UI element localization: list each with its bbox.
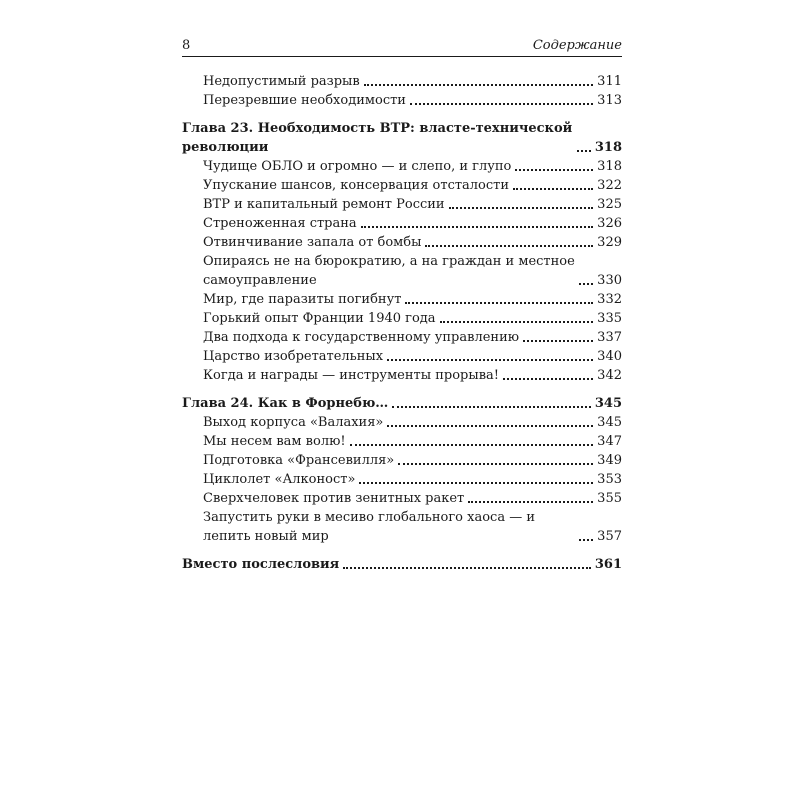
toc-entry-title: Горький опыт Франции 1940 года [203,311,436,326]
toc-entry[interactable] [182,432,622,451]
toc-entry[interactable] [182,328,622,347]
dot-leader [405,301,593,304]
book-page [182,36,622,574]
toc-entry-page: 337 [597,330,622,345]
toc-entry[interactable] [182,309,622,328]
toc-entry[interactable] [182,214,622,233]
dot-leader [350,443,594,446]
dot-leader [440,320,594,323]
toc-entry-title: Чудище ОБЛО и огромно — и слепо, и глупо [203,159,512,174]
toc-chapter-page: 318 [594,140,622,155]
toc-entry[interactable] [182,347,622,366]
dot-leader [523,339,593,342]
toc-entry[interactable] [182,72,622,91]
dot-leader [468,500,593,503]
toc-entry-title: Два подхода к государственному управлению [203,330,520,345]
toc-chapter-page: 345 [594,396,622,411]
dot-leader [503,377,593,380]
toc-chapter-24[interactable] [182,394,622,413]
toc-entry-title: Перезревшие необходимости [203,93,406,108]
toc-entry-title: Сверхчеловек против зенитных ракет [203,491,465,506]
dot-leader [343,566,591,569]
dot-leader [359,481,593,484]
table-of-contents [182,72,622,574]
toc-entry-page: 329 [597,235,622,250]
toc-entry-title: Стреноженная страна [203,216,357,231]
toc-entry-title: Мы несем вам волю! [203,434,346,449]
toc-entry-title: Циклолет «Алконост» [203,472,356,487]
toc-entry-page: 357 [597,529,622,544]
toc-entry[interactable] [182,413,622,432]
dot-leader [449,206,594,209]
toc-entry-page: 345 [597,415,622,430]
dot-leader [387,424,593,427]
toc-entry-page: 335 [597,311,622,326]
toc-entry-page: 342 [597,368,622,383]
toc-entry-page: 311 [597,74,622,89]
toc-entry-page: 355 [597,491,622,506]
toc-chapter-title: Глава 23. Необходимость ВТР: власте-технической революции [182,121,573,155]
running-head [182,36,622,57]
toc-entry-title: Выход корпуса «Валахия» [203,415,384,430]
toc-entry-title: Отвинчивание запала от бомбы [203,235,422,250]
dot-leader [577,149,591,152]
toc-entry-page: 349 [597,453,622,468]
dot-leader [579,282,593,285]
toc-entry-title: Мир, где паразиты погибнут [203,292,402,307]
dot-leader [398,462,593,465]
toc-entry-title: Запустить руки в месиво глобального хаоса — и лепить новый мир [203,510,536,544]
toc-entry-page: 332 [597,292,622,307]
dot-leader [579,538,593,541]
dot-leader [410,102,593,105]
dot-leader [387,358,593,361]
toc-entry-page: 326 [597,216,622,231]
toc-entry-title: Царство изобретательных [203,349,384,364]
toc-entry[interactable] [182,451,622,470]
dot-leader [361,225,594,228]
toc-entry[interactable] [182,195,622,214]
toc-entry-title: Когда и награды — инструменты прорыва! [203,368,499,383]
toc-entry-page: 330 [597,273,622,288]
toc-entry[interactable] [182,252,622,290]
dot-leader [515,168,593,171]
page-number: 8 [182,38,191,53]
toc-entry-title: Подготовка «Франсевилля» [203,453,395,468]
toc-entry-title: ВТР и капитальный ремонт России [203,197,445,212]
toc-chapter-title: Глава 24. Как в Форнебю… [182,396,389,411]
toc-entry[interactable] [182,366,622,385]
toc-entry[interactable] [182,157,622,176]
toc-entry-page: 318 [597,159,622,174]
toc-entry[interactable] [182,508,622,546]
toc-entry[interactable] [182,489,622,508]
toc-entry[interactable] [182,233,622,252]
toc-entry-page: 322 [597,178,622,193]
toc-chapter-23[interactable] [182,119,622,157]
toc-entry-title: Опираясь не на бюрократию, а на граждан и местное самоуправление [203,254,575,288]
toc-entry-page: 353 [597,472,622,487]
dot-leader [392,405,591,408]
toc-entry-page: 340 [597,349,622,364]
toc-entry[interactable] [182,91,622,110]
toc-chapter-title: Вместо послесловия [182,557,340,572]
toc-entry[interactable] [182,470,622,489]
section-title: Содержание [532,38,622,53]
toc-afterword[interactable] [182,555,622,574]
dot-leader [513,187,593,190]
toc-entry-page: 313 [597,93,622,108]
dot-leader [425,244,593,247]
toc-entry[interactable] [182,176,622,195]
toc-chapter-page: 361 [594,557,622,572]
dot-leader [364,83,593,86]
toc-entry-page: 347 [597,434,622,449]
toc-entry-title: Недопустимый разрыв [203,74,360,89]
toc-entry[interactable] [182,290,622,309]
toc-entry-title: Упускание шансов, консервация отсталости [203,178,510,193]
toc-entry-page: 325 [597,197,622,212]
